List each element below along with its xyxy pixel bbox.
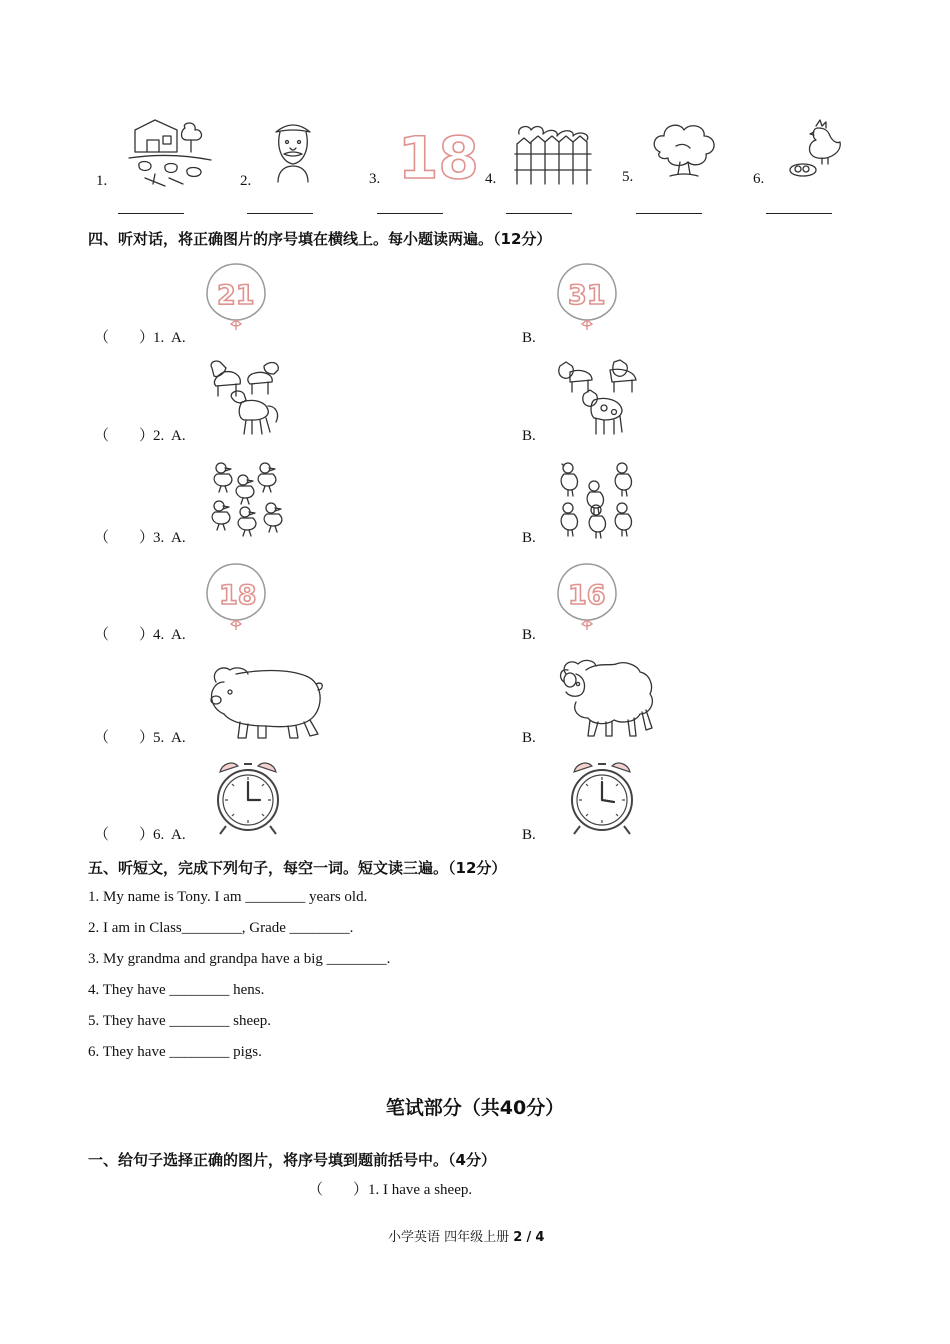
ducks-icon — [207, 460, 293, 538]
section5-heading: 五、听短文，完成下列句子，每空一词。短文读三遍。（12分） — [88, 859, 507, 877]
cows-icon — [556, 358, 642, 436]
answer-blank[interactable] — [247, 212, 313, 214]
chickens-icon — [556, 460, 642, 540]
svg-text:31: 31 — [568, 280, 606, 311]
option-b-label: B. — [522, 730, 536, 746]
farmer-icon — [268, 118, 318, 184]
digits-18: 18 — [398, 124, 479, 192]
svg-text:16: 16 — [568, 580, 606, 611]
option-b-label: B. — [522, 530, 536, 546]
option-a-label: A. — [171, 428, 186, 444]
number-18-icon — [396, 120, 479, 192]
item-number: 3. — [369, 171, 381, 187]
hen-icon — [786, 118, 848, 182]
item-number: 1. — [96, 173, 108, 189]
written-section1-heading: 一、给句子选择正确的图片，将序号填到题前括号中。（4分） — [88, 1151, 496, 1169]
option-b-label: B. — [522, 627, 536, 643]
fill-sentence[interactable]: 2. I am in Class________, Grade ________. — [88, 920, 354, 936]
balloon-31-icon — [554, 262, 620, 332]
page-separator: / — [526, 1230, 532, 1245]
item-number: 2. — [240, 173, 252, 189]
fill-sentence[interactable]: 3. My grandma and grandpa have a big ________. — [88, 951, 391, 967]
balloon-16-icon — [554, 562, 620, 632]
answer-blank[interactable] — [506, 212, 572, 214]
fill-sentence[interactable]: 4. They have ________ hens. — [88, 982, 265, 998]
svg-text:18: 18 — [219, 580, 257, 611]
answer-bracket[interactable]: （ ） — [94, 827, 155, 843]
answer-blank[interactable] — [766, 212, 832, 214]
option-a-label: A. — [171, 827, 186, 843]
item-number: 6. — [753, 171, 765, 187]
footer-text: 小学英语 四年级上册 — [388, 1230, 510, 1245]
question-number: 2. — [153, 428, 165, 444]
answer-bracket[interactable]: （ ） — [94, 627, 155, 643]
horses-icon — [204, 358, 290, 436]
item-number: 4. — [485, 171, 497, 187]
item-number: 5. — [622, 169, 634, 185]
answer-blank[interactable] — [377, 212, 443, 214]
answer-bracket[interactable]: （ ） — [94, 530, 155, 546]
option-b-label: B. — [522, 330, 536, 346]
balloon-18-icon — [203, 562, 269, 632]
fill-sentence[interactable]: 6. They have ________ pigs. — [88, 1044, 262, 1060]
fill-sentence[interactable]: 1. My name is Tony. I am ________ years old. — [88, 889, 368, 905]
question-number: 5. — [153, 730, 165, 746]
page-total: 4 — [535, 1230, 545, 1245]
question-number: 3. — [153, 530, 165, 546]
answer-blank[interactable] — [636, 212, 702, 214]
balloon-21-icon — [203, 262, 269, 332]
fill-sentence[interactable]: 5. They have ________ sheep. — [88, 1013, 272, 1029]
question-number: 6. — [153, 827, 165, 843]
answer-bracket[interactable]: （ ） — [94, 428, 155, 444]
sheep-pen-icon — [513, 120, 593, 186]
written-question-1[interactable]: （ ）1. I have a sheep. — [308, 1182, 473, 1198]
page-number: 2 — [513, 1230, 523, 1245]
svg-text:21: 21 — [217, 280, 255, 311]
alarm-clock-icon — [208, 758, 288, 838]
farm-icon — [125, 118, 215, 188]
sheep-icon — [556, 656, 658, 742]
written-part-title: 笔试部分（共40分） — [385, 1097, 565, 1119]
option-a-label: A. — [171, 627, 186, 643]
answer-blank[interactable] — [118, 212, 184, 214]
option-a-label: A. — [171, 730, 186, 746]
answer-bracket[interactable]: （ ） — [94, 730, 155, 746]
answer-bracket[interactable]: （ ） — [94, 330, 155, 346]
pig-icon — [206, 660, 326, 742]
option-b-label: B. — [522, 428, 536, 444]
section4-heading: 四、听对话，将正确图片的序号填在横线上。每小题读两遍。（12分） — [88, 230, 552, 248]
option-a-label: A. — [171, 330, 186, 346]
option-a-label: A. — [171, 530, 186, 546]
option-b-label: B. — [522, 827, 536, 843]
question-number: 4. — [153, 627, 165, 643]
tree-icon — [650, 122, 718, 180]
page-footer — [388, 1226, 544, 1245]
alarm-clock-icon — [562, 758, 642, 838]
question-number: 1. — [153, 330, 165, 346]
